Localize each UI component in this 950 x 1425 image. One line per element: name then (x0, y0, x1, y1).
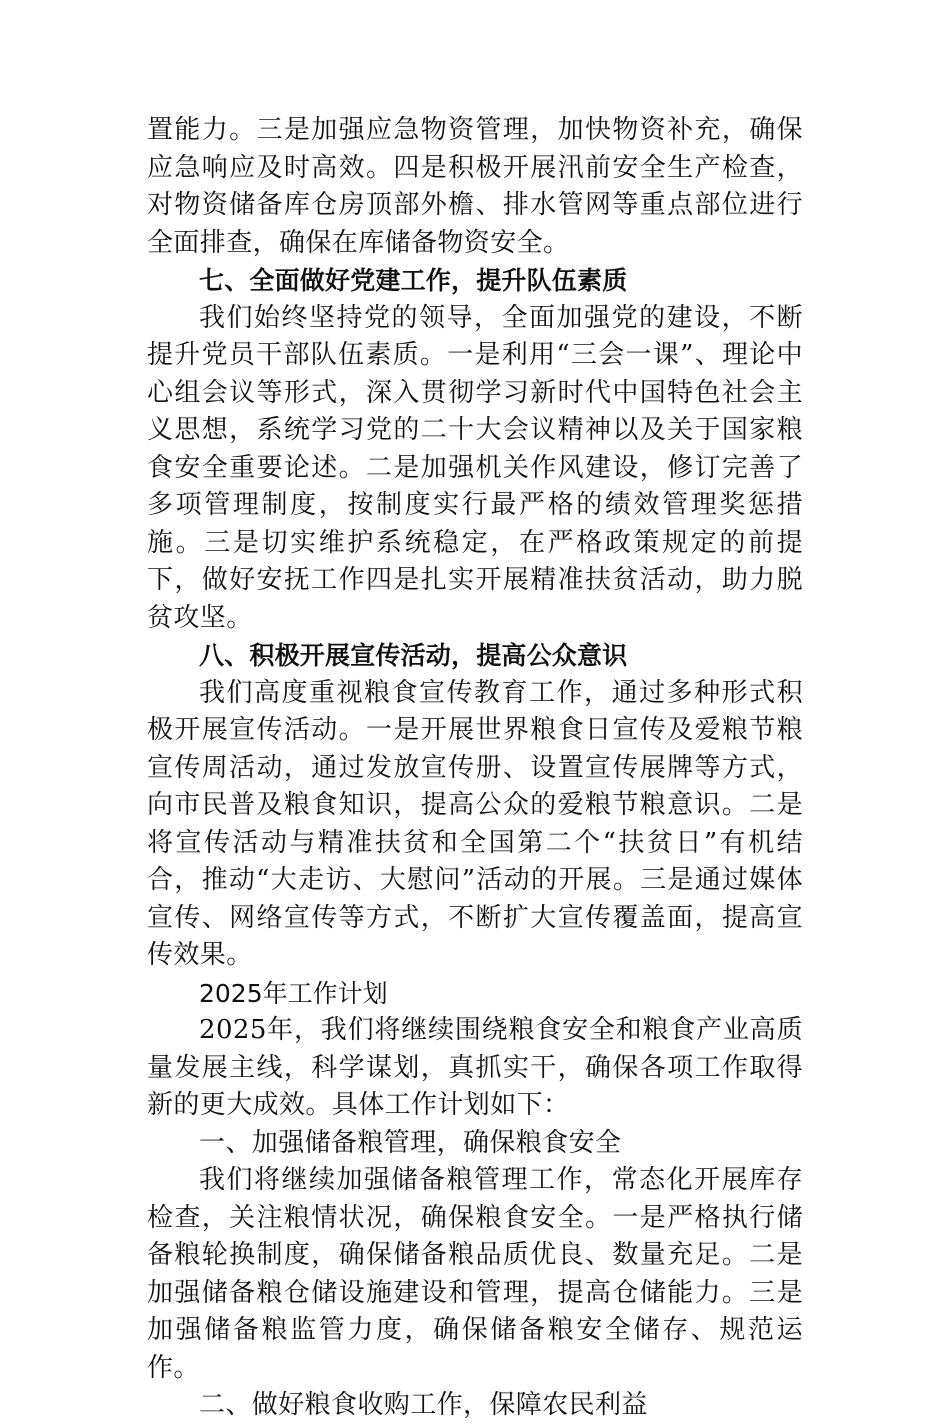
work-plan-intro-paragraph: 2025年，我们将继续围绕粮食安全和粮食产业高质量发展主线，科学谋划，真抓实干，确保各项工作取得新的更大成效。具体工作计划如下： (147, 1015, 803, 1120)
section-heading-party-building: 七、全面做好党建工作，提升队伍素质 (199, 266, 628, 295)
continued-paragraph: 置能力。三是加强应急物资管理，加快物资补充，确保应急响应及时高效。四是积极开展汛前安全生产检查，对物资储备库仓房顶部外檐、排水管网等重点部位进行全面排查，确保在库储备物资安全。 (147, 115, 803, 258)
plan-item-grain-purchase-heading: 二、做好粮食收购工作，保障农民利益 (199, 1390, 648, 1420)
document-body (147, 112, 803, 1425)
party-building-paragraph: 我们始终坚持党的领导，全面加强党的建设，不断提升党员干部队伍素质。一是利用“三会一课”、理论中心组会议等形式，深入贯彻学习新时代中国特色社会主义思想，系统学习党的二十大会议精神以及关于国家粮食安全重要论述。二是加强机关作风建设，修订完善了多项管理制度，按制度实行最严格的绩效管理奖惩措施。三是切实维护系统稳定，在严格政策规定的前提下，做好安抚工作四是扎实开展精准扶贫活动，助力脱贫攻坚。 (147, 302, 803, 633)
section-heading-publicity: 八、积极开展宣传活动，提高公众意识 (199, 641, 628, 670)
work-plan-heading: 2025年工作计划 (199, 978, 388, 1008)
grain-reserve-paragraph: 我们将继续加强储备粮管理工作，常态化开展库存检查，关注粮情状况，确保粮食安全。一是严格执行储备粮轮换制度，确保储备粮品质优良、数量充足。二是加强储备粮仓储设施建设和管理，提高仓储能力。三是加强储备粮监管力度，确保储备粮安全储存、规范运作。 (147, 1165, 803, 1383)
publicity-paragraph: 我们高度重视粮食宣传教育工作，通过多种形式积极开展宣传活动。一是开展世界粮食日宣传及爱粮节粮宣传周活动，通过发放宣传册、设置宣传展牌等方式，向市民普及粮食知识，提高公众的爱粮节粮意识。二是将宣传活动与精准扶贫和全国第二个“扶贫日”有机结合，推动“大走访、大慰问”活动的开展。三是通过媒体宣传、网络宣传等方式，不断扩大宣传覆盖面，提高宣传效果。 (147, 677, 803, 970)
plan-item-grain-reserve-heading: 一、加强储备粮管理，确保粮食安全 (199, 1127, 622, 1158)
